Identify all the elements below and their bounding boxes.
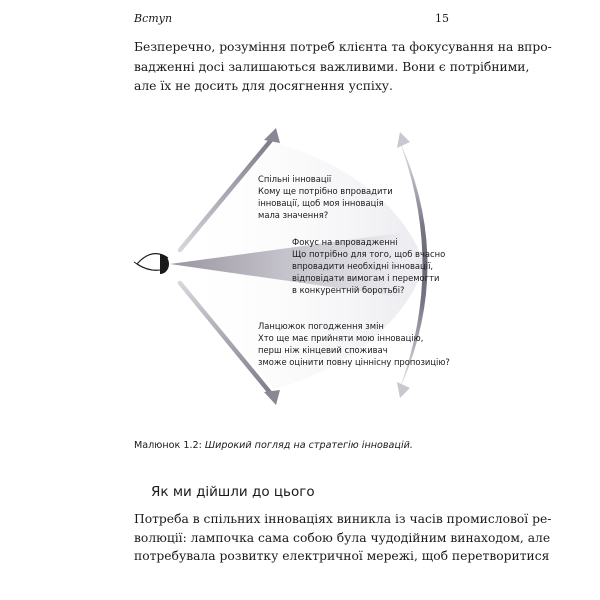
intro-line: Безперечно, розуміння потреб клієнта та фокусування на впро- [134,40,552,54]
focus-line: в конкурентній боротьбі? [292,285,405,295]
arc-bottom-arrowhead [397,382,410,398]
body-line: Потреба в спільних інноваціях виникла із часів промислової ре- [134,512,552,526]
shared-innovation-line: мала значення? [258,210,329,220]
upper-arrowhead [264,128,280,143]
caption-text: Широкий погляд на стратегію інновацій. [204,440,413,451]
shared-innovation-title: Спільні інновації [258,174,332,184]
caption-label: Малюнок 1.2: [134,440,202,451]
figure-caption [134,440,454,451]
eye-icon [134,254,169,274]
page-number: 15 [435,12,449,25]
running-head: Вступ [134,12,173,25]
shared-innovation-line: Кому ще потрібно впровадити [258,186,393,196]
body-paragraph [134,510,552,566]
body-line: потребувала розвитку електричної мережі, щоб перетворитися [134,549,550,563]
focus-line: Що потрібно для того, щоб вчасно [292,249,446,259]
body-line: волюції: лампочка сама собою була чудодійним винаходом, але [134,530,551,545]
lower-arrowhead [264,390,280,405]
adoption-chain-line: перш ніж кінцевий споживач [258,345,388,355]
focus-title: Фокус на впровадженні [292,237,398,247]
adoption-chain-title: Ланцюжок погодження змін [258,321,384,331]
adoption-chain-line: зможе оцінити повну ціннісну пропозицію? [258,357,450,367]
section-heading: Як ми дійшли до цього [151,484,315,500]
arc-top-arrowhead [397,132,410,148]
focus-line: впровадити необхідні інновації, [292,261,434,271]
intro-line: вадженні досі залишаються важливими. Вони є потрібними, [134,59,530,74]
adoption-chain-line: Хто ще має прийняти мою інновацію, [258,333,424,343]
intro-line: але їх не досить для досягнення успіху. [134,79,393,93]
shared-innovation-line: інновації, щоб моя інновація [258,198,384,208]
focus-line: відповідати вимогам і перемогти [292,273,440,283]
